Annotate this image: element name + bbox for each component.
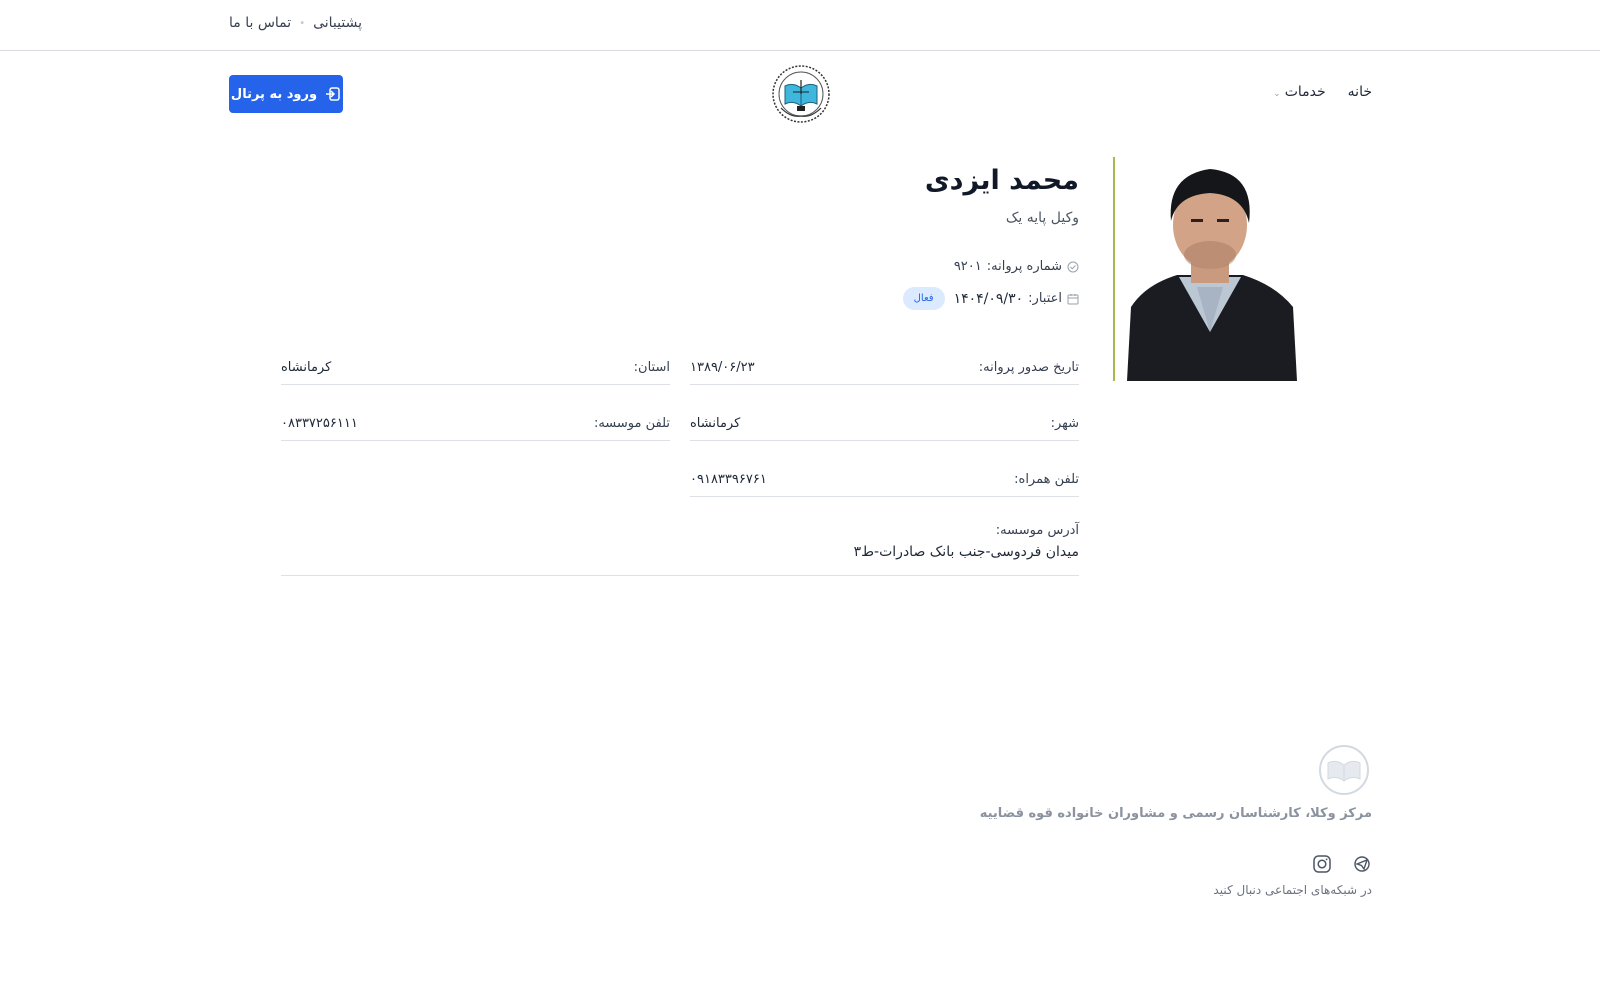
lawyer-photo	[1113, 157, 1303, 381]
main-nav	[1273, 84, 1372, 100]
login-icon	[325, 86, 341, 102]
top-bar	[0, 0, 1600, 51]
mobile-value: ۰۹۱۸۳۳۹۶۷۶۱	[690, 472, 767, 487]
instagram-icon[interactable]	[1312, 854, 1332, 874]
portal-login-button[interactable]	[229, 75, 343, 113]
lawyer-name: محمد ایزدی	[924, 165, 1079, 196]
contact-link[interactable]: تماس با ما	[229, 15, 292, 31]
nav-services[interactable]	[1273, 84, 1326, 100]
judiciary-logo[interactable]	[771, 64, 831, 124]
nav-services-label: خدمات	[1284, 84, 1326, 100]
address-field	[281, 523, 1079, 576]
calendar-icon	[1067, 293, 1079, 305]
check-circle-icon	[1067, 261, 1079, 273]
follow-text: در شبکه‌های اجتماعی دنبال کنید	[1213, 883, 1372, 897]
issue-date-value: ۱۳۸۹/۰۶/۲۳	[690, 360, 755, 375]
lawyer-title: وکیل پایه یک	[1005, 210, 1079, 226]
validity-label: اعتبار:	[1028, 291, 1062, 306]
validity-date: ۱۴۰۴/۰۹/۳۰	[953, 290, 1024, 307]
mobile-field	[690, 465, 1079, 497]
office-phone-field	[281, 409, 670, 441]
province-label: استان:	[633, 360, 670, 375]
license-row	[954, 259, 1079, 274]
validity-row	[903, 287, 1079, 310]
separator-dot: •	[299, 17, 306, 29]
mobile-label: تلفن همراه:	[1014, 472, 1079, 487]
city-field	[690, 409, 1079, 441]
license-label: شماره پروانه:	[986, 259, 1062, 274]
footer-logo	[1318, 743, 1370, 797]
support-link[interactable]: پشتیبانی	[313, 15, 362, 31]
address-label: آدرس موسسه:	[995, 523, 1079, 538]
social-links	[1312, 854, 1372, 874]
city-label: شهر:	[1050, 416, 1079, 431]
issue-date-field	[690, 353, 1079, 385]
address-value: میدان فردوسی-جنب بانک صادرات-ط۳	[853, 544, 1079, 560]
footer-title: مرکز وکلا، کارشناسان رسمی و مشاوران خانواده قوه قضاییه	[979, 806, 1372, 821]
office-phone-value: ۰۸۳۳۷۲۵۶۱۱۱	[281, 416, 358, 431]
issue-date-label: تاریخ صدور پروانه:	[978, 360, 1079, 375]
nav-home[interactable]: خانه	[1347, 84, 1372, 100]
office-phone-label: تلفن موسسه:	[593, 416, 670, 431]
main-header	[0, 52, 1600, 134]
city-value: کرمانشاه	[690, 416, 741, 431]
top-links	[229, 15, 362, 31]
license-number: ۹۲۰۱	[953, 259, 982, 274]
chevron-down-icon: ⌄	[1273, 89, 1281, 99]
province-value: کرمانشاه	[281, 360, 332, 375]
portal-login-label: ورود به پرتال	[230, 86, 318, 102]
province-field	[281, 353, 670, 385]
status-badge: فعال	[903, 287, 945, 310]
telegram-icon[interactable]	[1352, 854, 1372, 874]
person-photo-icon	[1115, 157, 1303, 381]
